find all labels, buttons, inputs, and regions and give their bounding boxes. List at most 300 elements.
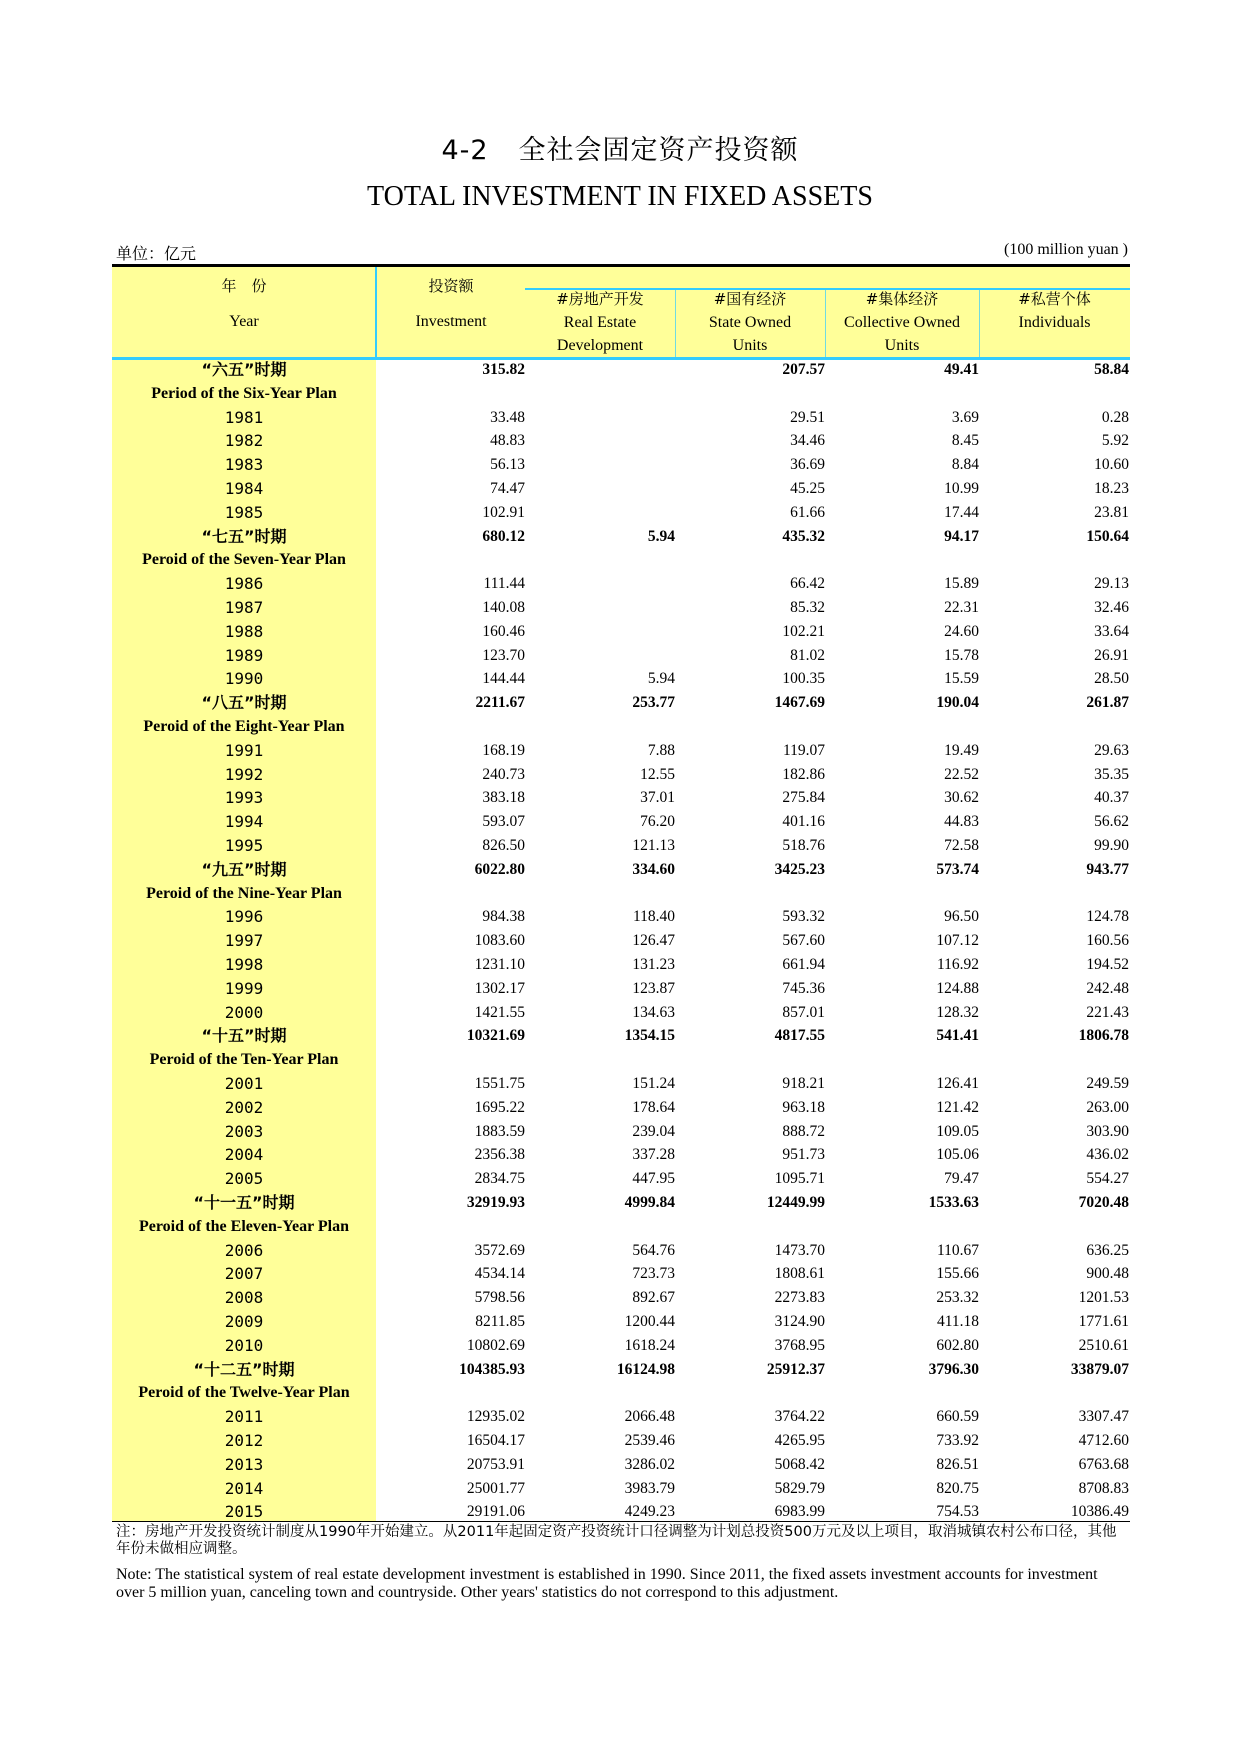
- period-label-cn: “九五”时期: [201, 859, 287, 879]
- cell-value: 963.18: [782, 1098, 825, 1116]
- cell-value: 15.89: [944, 575, 979, 593]
- unit-cn: 单位：亿元: [116, 244, 197, 263]
- cell-value: 22.52: [944, 765, 979, 783]
- table-row: [112, 1429, 1130, 1453]
- cell-value: 3796.30: [928, 1360, 979, 1378]
- year-label: 1984: [224, 479, 264, 498]
- cell-value: 48.83: [490, 432, 525, 450]
- cell-value: 12.55: [640, 765, 675, 783]
- year-label: 2012: [224, 1431, 264, 1450]
- cell-value: 857.01: [782, 1003, 825, 1021]
- cell-value: 102.91: [482, 503, 525, 521]
- cell-value: 1806.78: [1078, 1027, 1129, 1045]
- cell-value: 29.51: [790, 408, 825, 426]
- period-name-row: [112, 882, 1130, 906]
- year-label: 2001: [224, 1074, 264, 1093]
- period-label-en: Peroid of the Nine-Year Plan: [146, 884, 342, 902]
- period-name-row: [112, 715, 1130, 739]
- period-label-cn: “八五”时期: [201, 693, 287, 713]
- cell-value: 8211.85: [475, 1313, 525, 1330]
- cell-value: 723.73: [632, 1265, 675, 1283]
- cell-value: 984.38: [482, 908, 525, 926]
- cell-value: 182.86: [782, 765, 825, 783]
- cell-value: 1695.22: [474, 1098, 525, 1116]
- cell-value: 2539.46: [624, 1432, 675, 1449]
- cell-value: 124.88: [936, 979, 979, 997]
- cell-value: 1473.70: [774, 1241, 825, 1259]
- cell-value: 4712.60: [1078, 1432, 1129, 1449]
- cell-value: 7020.48: [1078, 1194, 1129, 1211]
- year-label: 1986: [224, 574, 264, 594]
- period-label-en: Period of the Six-Year Plan: [151, 384, 337, 402]
- cell-value: 5798.56: [474, 1289, 525, 1307]
- year-label: 2007: [224, 1264, 264, 1284]
- cell-value: 105.06: [936, 1146, 979, 1164]
- year-label: 2011: [224, 1407, 264, 1427]
- year-label: 1987: [224, 598, 264, 617]
- cell-value: 45.25: [790, 480, 825, 497]
- cell-value: 261.87: [1086, 694, 1129, 712]
- cell-value: 100.35: [782, 670, 825, 688]
- cell-value: 22.31: [944, 599, 979, 616]
- year-label: 2006: [224, 1240, 264, 1260]
- cell-value: 56.62: [1094, 813, 1129, 831]
- period-name-row: [112, 1048, 1130, 1072]
- header-en: Real Estate: [563, 314, 637, 331]
- cell-value: 1354.15: [624, 1027, 675, 1045]
- period-total-row: [112, 1191, 1130, 1215]
- cell-value: 99.90: [1094, 837, 1129, 854]
- cell-value: 126.41: [936, 1075, 979, 1092]
- cell-value: 1231.10: [474, 956, 525, 973]
- bottom-rule: [112, 1521, 1130, 1522]
- cell-value: 24.60: [944, 622, 979, 640]
- cell-value: 36.69: [790, 456, 825, 474]
- table-number: 4-2: [441, 135, 489, 166]
- note-en: Note: The statistical system of real estate development investment is established in 1990. Since 2011, the fixed assets investment accounts for investment over 5 million yuan, canceling town and countryside. Other years' statistics do not correspond to this adjustment.: [116, 1566, 1098, 1601]
- cell-value: 25001.77: [466, 1479, 525, 1497]
- header-year-cn: 年 份: [221, 277, 267, 295]
- cell-value: 116.92: [936, 956, 979, 973]
- cell-value: 2356.38: [474, 1146, 525, 1164]
- cell-value: 58.84: [1094, 361, 1129, 378]
- year-label: 1990: [224, 669, 264, 689]
- header-year: [112, 275, 376, 333]
- cell-value: 29.63: [1094, 741, 1129, 759]
- cell-value: 567.60: [782, 932, 825, 950]
- cell-value: 15.78: [944, 646, 979, 664]
- cell-value: 680.12: [482, 527, 525, 545]
- cell-value: 337.28: [632, 1146, 675, 1164]
- cell-value: 2066.48: [624, 1408, 675, 1426]
- table-row: [112, 786, 1130, 810]
- cell-value: 15.59: [944, 670, 979, 688]
- cell-value: 123.70: [482, 646, 525, 664]
- header-investment-cn: 投资额: [428, 277, 474, 295]
- cell-value: 32.46: [1094, 599, 1129, 616]
- cell-value: 74.47: [490, 480, 525, 497]
- cell-value: 207.57: [782, 361, 825, 378]
- cell-value: 951.73: [782, 1146, 825, 1164]
- year-label: 2000: [224, 1002, 264, 1022]
- cell-value: 19.49: [944, 741, 979, 759]
- cell-value: 1095.71: [774, 1170, 825, 1188]
- cell-value: 1808.61: [774, 1265, 825, 1283]
- cell-value: 636.25: [1086, 1241, 1129, 1259]
- cell-value: 3764.22: [774, 1408, 825, 1426]
- cell-value: 118.40: [632, 908, 675, 926]
- cell-value: 29191.06: [466, 1503, 525, 1521]
- year-label: 2005: [224, 1169, 264, 1189]
- page-title-cn: [0, 128, 1240, 167]
- table-row: [112, 667, 1130, 691]
- year-label: 2008: [224, 1288, 264, 1308]
- table-row: [112, 620, 1130, 644]
- cell-value: 107.12: [936, 932, 979, 950]
- cell-value: 249.59: [1086, 1075, 1129, 1092]
- period-label-cn: “六五”时期: [201, 360, 287, 379]
- header-individuals: [979, 288, 1130, 334]
- cell-value: 1200.44: [624, 1313, 675, 1330]
- table-row: [112, 905, 1130, 929]
- period-label-en: Peroid of the Eight-Year Plan: [143, 718, 345, 735]
- cell-value: 401.16: [782, 813, 825, 831]
- period-total-row: [112, 358, 1130, 382]
- header-en: Development: [556, 337, 644, 354]
- cell-value: 81.02: [790, 646, 825, 664]
- table-row: [112, 1405, 1130, 1429]
- cell-value: 240.73: [482, 765, 525, 783]
- table-row: [112, 1143, 1130, 1167]
- cell-value: 10802.69: [466, 1336, 525, 1354]
- cell-value: 918.21: [782, 1075, 825, 1092]
- cell-value: 29.13: [1094, 575, 1129, 593]
- title-cn-text: 全社会固定资产投资额: [518, 135, 799, 166]
- cell-value: 12449.99: [766, 1194, 825, 1211]
- period-total-row: [112, 1358, 1130, 1382]
- note-cn: 注：房地产开发投资统计制度从1990年开始建立。从2011年起固定资产投资统计口径调整为计划总投资500万元及以上项目，取消城镇农村公布口径，其他年份未做相应调整。: [116, 1524, 1117, 1557]
- cell-value: 30.62: [944, 789, 979, 807]
- cell-value: 17.44: [944, 503, 979, 521]
- page-title-en: TOTAL INVESTMENT IN FIXED ASSETS: [367, 181, 873, 212]
- table-row: [112, 739, 1130, 763]
- year-label: 1981: [224, 407, 264, 427]
- year-label: 1998: [224, 955, 264, 974]
- cell-value: 383.18: [482, 789, 525, 807]
- header-real-estate: [525, 288, 675, 357]
- cell-value: 303.90: [1086, 1122, 1129, 1140]
- cell-value: 16504.17: [466, 1432, 525, 1449]
- period-total-row: [112, 525, 1130, 549]
- cell-value: 661.94: [782, 956, 825, 973]
- period-total-row: [112, 858, 1130, 882]
- header-investment-en: Investment: [415, 313, 487, 330]
- cell-value: 35.35: [1094, 765, 1129, 783]
- cell-value: 1551.75: [474, 1075, 525, 1092]
- period-label-cn: “十二五”时期: [193, 1359, 295, 1379]
- cell-value: 888.72: [782, 1122, 825, 1140]
- year-label: 2015: [224, 1502, 264, 1522]
- cell-value: 3983.79: [624, 1479, 675, 1497]
- year-label: 2004: [224, 1145, 264, 1165]
- cell-value: 573.74: [936, 860, 979, 878]
- cell-value: 33.48: [490, 408, 525, 426]
- cell-value: 6983.99: [774, 1503, 825, 1521]
- cell-value: 16124.98: [616, 1360, 675, 1378]
- period-name-row: [112, 1215, 1130, 1239]
- cell-value: 34.46: [790, 432, 825, 450]
- cell-value: 2211.67: [475, 694, 525, 712]
- cell-value: 1302.17: [474, 979, 525, 997]
- cell-value: 334.60: [632, 860, 675, 878]
- cell-value: 275.84: [782, 789, 825, 807]
- cell-value: 593.07: [482, 813, 525, 831]
- cell-value: 49.41: [944, 361, 979, 378]
- table-row: [112, 1120, 1130, 1144]
- cell-value: 826.51: [936, 1455, 979, 1473]
- year-label: 2002: [224, 1097, 264, 1117]
- year-label: 2010: [224, 1335, 264, 1355]
- table-row: [112, 572, 1130, 596]
- year-label: 1993: [224, 788, 264, 808]
- cell-value: 121.13: [632, 837, 675, 854]
- year-label: 2014: [224, 1478, 264, 1498]
- cell-value: 33.64: [1094, 622, 1129, 640]
- cell-value: 28.50: [1094, 670, 1129, 688]
- cell-value: 435.32: [782, 527, 825, 545]
- cell-value: 733.92: [936, 1432, 979, 1449]
- cell-value: 10321.69: [466, 1027, 525, 1045]
- cell-value: 221.43: [1086, 1003, 1129, 1021]
- cell-value: 25912.37: [766, 1360, 825, 1378]
- cell-value: 178.64: [632, 1098, 675, 1116]
- table-row: [112, 1167, 1130, 1191]
- period-total-row: [112, 1024, 1130, 1048]
- year-label: 1985: [224, 502, 264, 522]
- cell-value: 20753.91: [466, 1455, 525, 1473]
- header-cn: #私营个体: [1018, 290, 1091, 308]
- cell-value: 660.59: [936, 1408, 979, 1426]
- table-row: [112, 810, 1130, 834]
- cell-value: 1883.59: [474, 1122, 525, 1140]
- cell-value: 3.69: [951, 408, 979, 426]
- cell-value: 4265.95: [774, 1432, 825, 1449]
- cell-value: 124.78: [1086, 908, 1129, 926]
- header-year-en: Year: [229, 313, 259, 330]
- cell-value: 76.20: [640, 813, 675, 831]
- cell-value: 1771.61: [1078, 1313, 1129, 1330]
- header-cn: #国有经济: [713, 290, 787, 308]
- cell-value: 37.01: [640, 789, 675, 807]
- cell-value: 1533.63: [928, 1194, 979, 1211]
- cell-value: 123.87: [632, 979, 675, 997]
- cell-value: 104385.93: [459, 1360, 525, 1378]
- cell-value: 140.08: [482, 599, 525, 616]
- year-label: 2013: [224, 1454, 264, 1474]
- cell-value: 754.53: [936, 1503, 979, 1521]
- table-row: [112, 929, 1130, 953]
- cell-value: 3286.02: [624, 1455, 675, 1473]
- period-label-en: Peroid of the Twelve-Year Plan: [138, 1384, 350, 1402]
- cell-value: 263.00: [1086, 1098, 1129, 1116]
- cell-value: 7.88: [647, 741, 675, 759]
- period-label-cn: “十五”时期: [201, 1026, 287, 1046]
- table-row: [112, 1453, 1130, 1477]
- table-row: [112, 953, 1130, 977]
- cell-value: 315.82: [482, 361, 525, 378]
- year-label: 1982: [224, 431, 264, 451]
- cell-value: 26.91: [1094, 646, 1129, 664]
- cell-value: 411.18: [936, 1313, 979, 1330]
- cell-value: 18.23: [1094, 480, 1129, 497]
- cell-value: 66.42: [790, 575, 825, 593]
- cell-value: 2273.83: [774, 1289, 825, 1307]
- cell-value: 820.75: [936, 1479, 979, 1497]
- cell-value: 5829.79: [774, 1479, 825, 1497]
- cell-value: 144.44: [482, 670, 525, 688]
- cell-value: 447.95: [632, 1170, 675, 1188]
- cell-value: 160.56: [1086, 932, 1129, 950]
- table-row: [112, 1262, 1130, 1286]
- cell-value: 6763.68: [1078, 1455, 1129, 1473]
- table-row: [112, 596, 1130, 620]
- cell-value: 40.37: [1094, 789, 1129, 807]
- cell-value: 190.04: [936, 694, 979, 712]
- period-total-row: [112, 691, 1130, 715]
- cell-value: 10.60: [1094, 456, 1129, 474]
- header-investment: [376, 275, 526, 333]
- header-en: Individuals: [1018, 314, 1091, 331]
- year-label: 1988: [224, 621, 264, 641]
- cell-value: 541.41: [936, 1027, 979, 1045]
- cell-value: 253.32: [936, 1289, 979, 1307]
- table-row: [112, 1239, 1130, 1263]
- period-name-row: [112, 548, 1130, 572]
- header-en: Units: [732, 337, 768, 354]
- cell-value: 593.32: [782, 908, 825, 926]
- cell-value: 4999.84: [624, 1194, 675, 1211]
- cell-value: 1467.69: [774, 694, 825, 712]
- cell-value: 5.94: [647, 670, 675, 688]
- cell-value: 943.77: [1086, 860, 1129, 878]
- cell-value: 72.58: [944, 837, 979, 854]
- cell-value: 96.50: [944, 908, 979, 926]
- table-row: [112, 501, 1130, 525]
- year-label: 1996: [224, 907, 264, 927]
- cell-value: 110.67: [936, 1241, 979, 1259]
- table-row: [112, 453, 1130, 477]
- cell-value: 6022.80: [474, 860, 525, 878]
- table-row: [112, 763, 1130, 787]
- cell-value: 8708.83: [1078, 1479, 1129, 1497]
- cell-value: 131.23: [632, 956, 675, 973]
- year-label: 1994: [224, 812, 264, 832]
- cell-value: 518.76: [782, 837, 825, 854]
- cell-value: 150.64: [1086, 527, 1129, 545]
- year-label: 1992: [224, 764, 264, 784]
- cell-value: 242.48: [1086, 979, 1129, 997]
- year-label: 2009: [224, 1312, 264, 1331]
- period-label-cn: “十一五”时期: [193, 1193, 295, 1212]
- table-row: [112, 429, 1130, 453]
- cell-value: 8.84: [951, 456, 979, 474]
- cell-value: 119.07: [782, 741, 825, 759]
- period-name-row: [112, 1381, 1130, 1405]
- cell-value: 564.76: [632, 1241, 675, 1259]
- header-cn: #集体经济: [865, 290, 939, 308]
- year-label: 1999: [224, 978, 264, 998]
- cell-value: 1421.55: [474, 1003, 525, 1021]
- cell-value: 239.04: [632, 1122, 675, 1140]
- cell-value: 4249.23: [624, 1503, 675, 1521]
- year-label: 1995: [224, 836, 264, 855]
- cell-value: 554.27: [1086, 1170, 1129, 1188]
- table-row: [112, 1286, 1130, 1310]
- header-en: Collective Owned: [844, 314, 960, 331]
- cell-value: 2834.75: [474, 1170, 525, 1188]
- cell-value: 94.17: [944, 527, 979, 545]
- table-row: [112, 1310, 1130, 1334]
- cell-value: 109.05: [936, 1122, 979, 1140]
- cell-value: 61.66: [790, 503, 825, 521]
- top-rule: [112, 264, 1130, 267]
- cell-value: 602.80: [936, 1336, 979, 1354]
- cell-value: 1618.24: [624, 1336, 675, 1354]
- cell-value: 85.32: [790, 599, 825, 616]
- period-name-row: [112, 382, 1130, 406]
- cell-value: 12935.02: [466, 1408, 525, 1426]
- cell-value: 79.47: [944, 1170, 979, 1188]
- year-label: 1989: [224, 645, 264, 665]
- table-row: [112, 1096, 1130, 1120]
- cell-value: 10.99: [944, 480, 979, 497]
- cell-value: 102.21: [782, 622, 825, 640]
- cell-value: 111.44: [483, 575, 525, 593]
- table-row: [112, 1334, 1130, 1358]
- cell-value: 745.36: [782, 979, 825, 997]
- cell-value: 4817.55: [774, 1027, 825, 1045]
- period-label-cn: “七五”时期: [201, 526, 287, 546]
- cell-value: 155.66: [936, 1265, 979, 1283]
- header-collective-owned: [825, 288, 979, 357]
- header-cn: #房地产开发: [556, 290, 644, 308]
- unit-en: (100 million yuan ): [1004, 241, 1128, 258]
- year-label: 1983: [224, 455, 264, 475]
- cell-value: 194.52: [1086, 956, 1129, 973]
- cell-value: 8.45: [951, 432, 979, 450]
- table-row: [112, 406, 1130, 430]
- period-label-en: Peroid of the Ten-Year Plan: [149, 1051, 339, 1069]
- cell-value: 2510.61: [1078, 1336, 1129, 1354]
- cell-value: 44.83: [944, 813, 979, 831]
- period-label-en: Peroid of the Seven-Year Plan: [142, 551, 346, 569]
- year-label: 1991: [224, 740, 264, 760]
- cell-value: 5068.42: [774, 1455, 825, 1473]
- table-row: [112, 977, 1130, 1001]
- cell-value: 134.63: [632, 1003, 675, 1021]
- cell-value: 3425.23: [774, 860, 825, 878]
- cell-value: 826.50: [482, 837, 525, 854]
- cell-value: 892.67: [632, 1289, 675, 1307]
- table-row: [112, 644, 1130, 668]
- cell-value: 436.02: [1086, 1146, 1129, 1164]
- cell-value: 3124.90: [774, 1313, 825, 1330]
- cell-value: 0.28: [1101, 408, 1129, 426]
- year-label: 1997: [224, 931, 264, 951]
- cell-value: 1083.60: [474, 932, 525, 950]
- cell-value: 5.92: [1101, 432, 1129, 450]
- cell-value: 56.13: [490, 456, 525, 474]
